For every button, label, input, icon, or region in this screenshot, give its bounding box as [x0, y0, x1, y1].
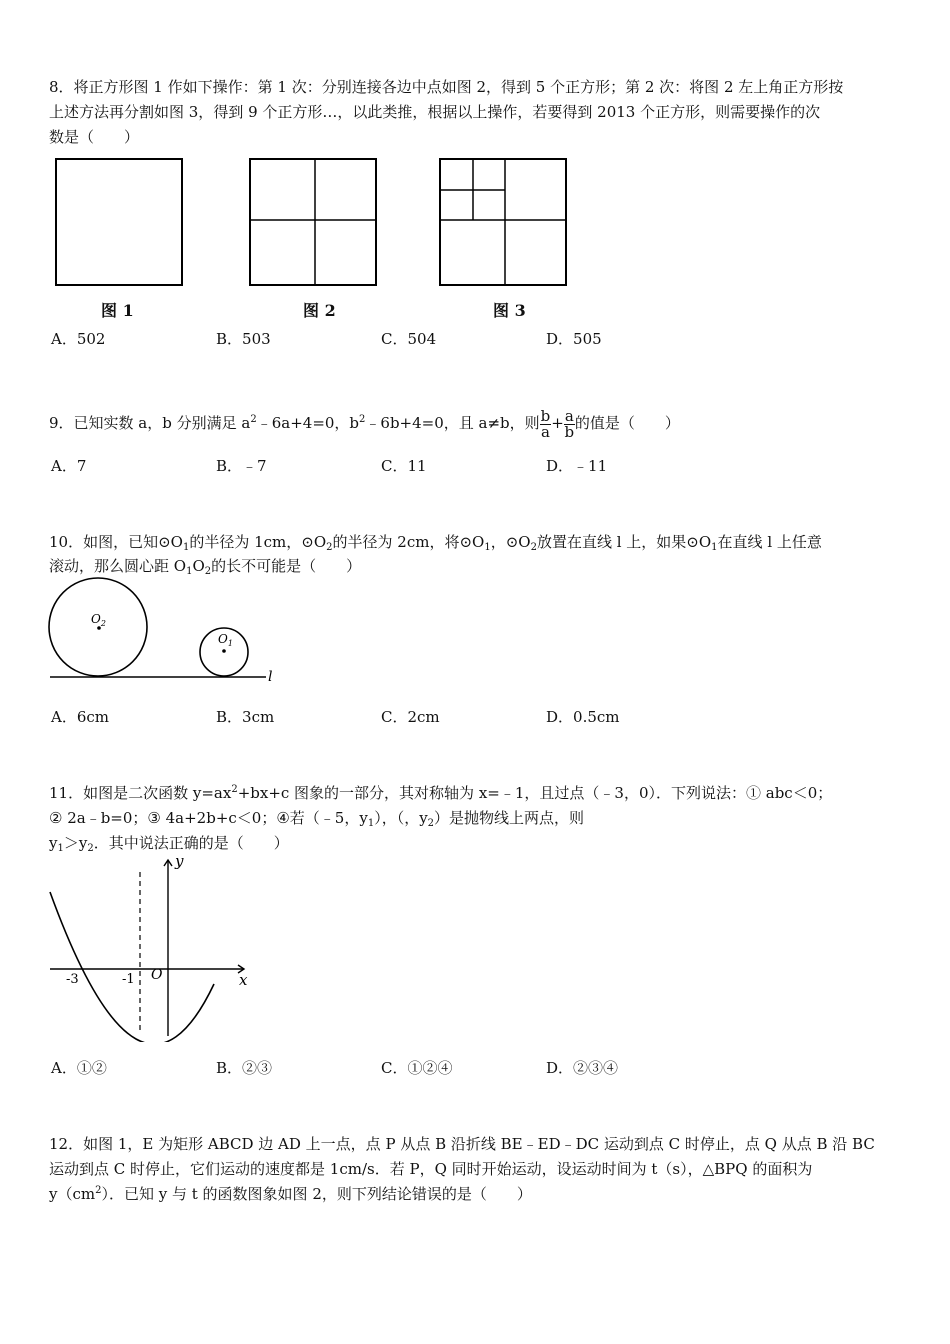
q8-figure-2: [248, 157, 380, 287]
q9-fraction-a-over-b: $\frac{a}{b}$: [564, 406, 575, 441]
q8-text-line-1: 8．将正方形图 1 作如下操作：第 1 次：分别连接各边中点如图 2，得到 5 个正方形；第 2 次：将图 2 左上角正方形按: [49, 78, 844, 96]
label-o2: $O_2$: [91, 612, 106, 628]
q10-option-c[interactable]: C．2cm: [381, 708, 440, 726]
x-axis-label: x: [239, 971, 248, 989]
q9-option-c[interactable]: C．11: [381, 457, 427, 475]
q9-text: 9．已知实数 a，b 分别满足 $a^2﹣6a+4=0$，$b^2﹣6b+4=0$，且 a≠b，则 $\frac{b}{a}$ + $\frac{a}{b}$ 的值是（ ）: [49, 406, 680, 441]
q10-option-b[interactable]: B．3cm: [216, 708, 275, 726]
q8-text-line-2: 上述方法再分割如图 3，得到 9 个正方形…，以此类推，根据以上操作，若要得到 2013 个正方形，则需要操作的次: [49, 103, 821, 121]
q10-option-a[interactable]: A．6cm: [51, 708, 110, 726]
q8-figure-1: [54, 157, 186, 287]
tick-label-neg1: -1: [122, 972, 135, 987]
label-o1: $O_1$: [218, 632, 233, 648]
y-axis-label: y: [175, 852, 184, 870]
q8-option-b[interactable]: B．503: [216, 330, 271, 348]
q8-figure-3: [438, 157, 570, 287]
q11-option-b[interactable]: B．②③: [216, 1059, 273, 1077]
q11-text-line-1: 11．如图是二次函数 $y=ax^2+bx+c$ 图象的一部分，其对称轴为 x=﹣1，且过点（﹣3，0）．下列说法：① abc＜0；: [49, 784, 833, 802]
q8-option-d[interactable]: D．505: [546, 330, 602, 348]
q10-figure-circles: [46, 575, 286, 690]
q9-option-d[interactable]: D．﹣11: [546, 457, 608, 475]
q8-option-c[interactable]: C．504: [381, 330, 437, 348]
q12-text-line-1: 12．如图 1，E 为矩形 ABCD 边 AD 上一点，点 P 从点 B 沿折线 BE﹣ED﹣DC 运动到点 C 时停止，点 Q 从点 B 沿 BC: [49, 1135, 875, 1153]
q8-caption-figure-3: 图 3: [493, 301, 526, 320]
q8-caption-figure-2: 图 2: [303, 301, 336, 320]
q12-text-line-2: 运动到点 C 时停止，它们运动的速度都是 1cm/s．若 P，Q 同时开始运动，设运动时间为 t（s），△BPQ 的面积为: [49, 1160, 813, 1178]
q8-caption-figure-1: 图 1: [101, 301, 134, 320]
q8-text-line-3: 数是（ ）: [49, 128, 140, 146]
label-l: l: [268, 669, 273, 685]
q8-option-a[interactable]: A．502: [51, 330, 106, 348]
q12-text-line-3: $y(cm^2)$．已知 y 与 t 的函数图象如图 2，则下列结论错误的是（ ）: [49, 1185, 532, 1203]
q10-text-line-2: 滚动，那么圆心距 $O_1O_2$的长不可能是（ ）: [49, 557, 362, 577]
tick-label-neg3: -3: [66, 972, 79, 987]
q9-option-b[interactable]: B．﹣7: [216, 457, 267, 475]
q11-text-line-2: ② 2a﹣b=0；③ 4a+2b+c＜0；④若（﹣5，$y_1$），（，$y_2$）是抛物线上两点，则: [49, 809, 585, 829]
origin-label: O: [151, 967, 163, 983]
q9-fraction-b-over-a: $\frac{b}{a}$: [540, 406, 551, 441]
q11-option-c[interactable]: C．①②④: [381, 1059, 453, 1077]
q11-option-a[interactable]: A．①②: [51, 1059, 107, 1077]
q11-text-line-3: $y_1>y_2$．其中说法正确的是（ ）: [49, 834, 289, 854]
q10-option-d[interactable]: D．0.5cm: [546, 708, 620, 726]
q10-text-line-1: 10．如图，已知$⊙O_1$的半径为 1cm，$⊙O_2$的半径为 2cm，将$⊙O_1$，$⊙O_2$放置在直线 l 上，如果$⊙O_1$在直线 l 上任意: [49, 533, 822, 553]
parabola-curve: [50, 892, 214, 1042]
q11-option-d[interactable]: D．②③④: [546, 1059, 619, 1077]
q9-option-a[interactable]: A．7: [51, 457, 87, 475]
q11-parabola-graph: [44, 852, 254, 1042]
